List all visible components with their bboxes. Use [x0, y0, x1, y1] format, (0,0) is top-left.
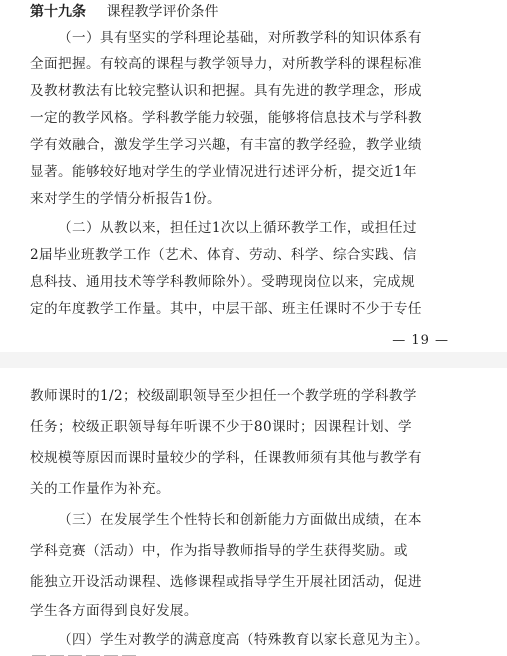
paragraph-line: 校规模等原因而课时量较少的学科，任课教师须有其他与教学有: [30, 450, 422, 466]
paragraph-line: 及教材教法有比较完整认识和把握。具有先进的教学理念，形成: [30, 83, 422, 99]
article-title: 课程教学评价条件: [106, 4, 219, 20]
paragraph-line: 学科竞赛（活动）中，作为指导教师指导的学生获得奖励。或: [30, 543, 408, 559]
paragraph-line: 关的工作量作为补充。: [30, 481, 170, 497]
paragraph-line: 学有效融合，激发学生学习兴趣，有丰富的教学经验，教学业绩: [30, 137, 422, 153]
paragraph-line: （四）学生对教学的满意度高（特殊教育以家长意见为主）。: [58, 632, 430, 648]
truncated-next-line: [32, 648, 152, 656]
paragraph-line: （三）在发展学生个性特长和创新能力方面做出成绩，在本: [58, 512, 422, 528]
page-separator: [0, 352, 507, 368]
article-number: 第十九条: [30, 4, 86, 20]
paragraph-line: （二）从教以来，担任过1次以上循环教学工作，或担任过: [58, 220, 417, 236]
paragraph-line: 任务；校级正职领导每年听课不少于80课时；因课程计划、学: [30, 419, 412, 435]
page-number: — 19 —: [392, 333, 449, 348]
article-heading: [30, 2, 218, 22]
paragraph-line: 能独立开设活动课程、选修课程或指导学生开展社团活动，促进: [30, 574, 422, 590]
paragraph-line: 定的年度教学工作量。其中，中层干部、班主任课时不少于专任: [30, 301, 422, 317]
paragraph-line: 2届毕业班教学工作（艺术、体育、劳动、科学、综合实践、信: [30, 247, 417, 263]
paragraph-line: 来对学生的学情分析报告1份。: [30, 191, 221, 207]
paragraph-line: 教师课时的1/2；校级副职领导至少担任一个教学班的学科教学: [30, 388, 417, 404]
paragraph-line: 一定的教学风格。学科教学能力较强，能够将信息技术与学科教: [30, 110, 422, 126]
paragraph-line: 全面把握。有较高的课程与教学领导力，对所教学科的课程标准: [30, 56, 422, 72]
paragraph-line: 学生各方面得到良好发展。: [30, 603, 198, 619]
document-page-20: [0, 368, 507, 656]
paragraph-line: 息科技、通用技术等学科教师除外）。受聘现岗位以来，完成规: [30, 274, 416, 290]
paragraph-line: 显著。能够较好地对学生的学业情况进行述评分析，提交近1年: [30, 164, 417, 180]
paragraph-line: （一）具有坚实的学科理论基础，对所教学科的知识体系有: [58, 30, 422, 46]
